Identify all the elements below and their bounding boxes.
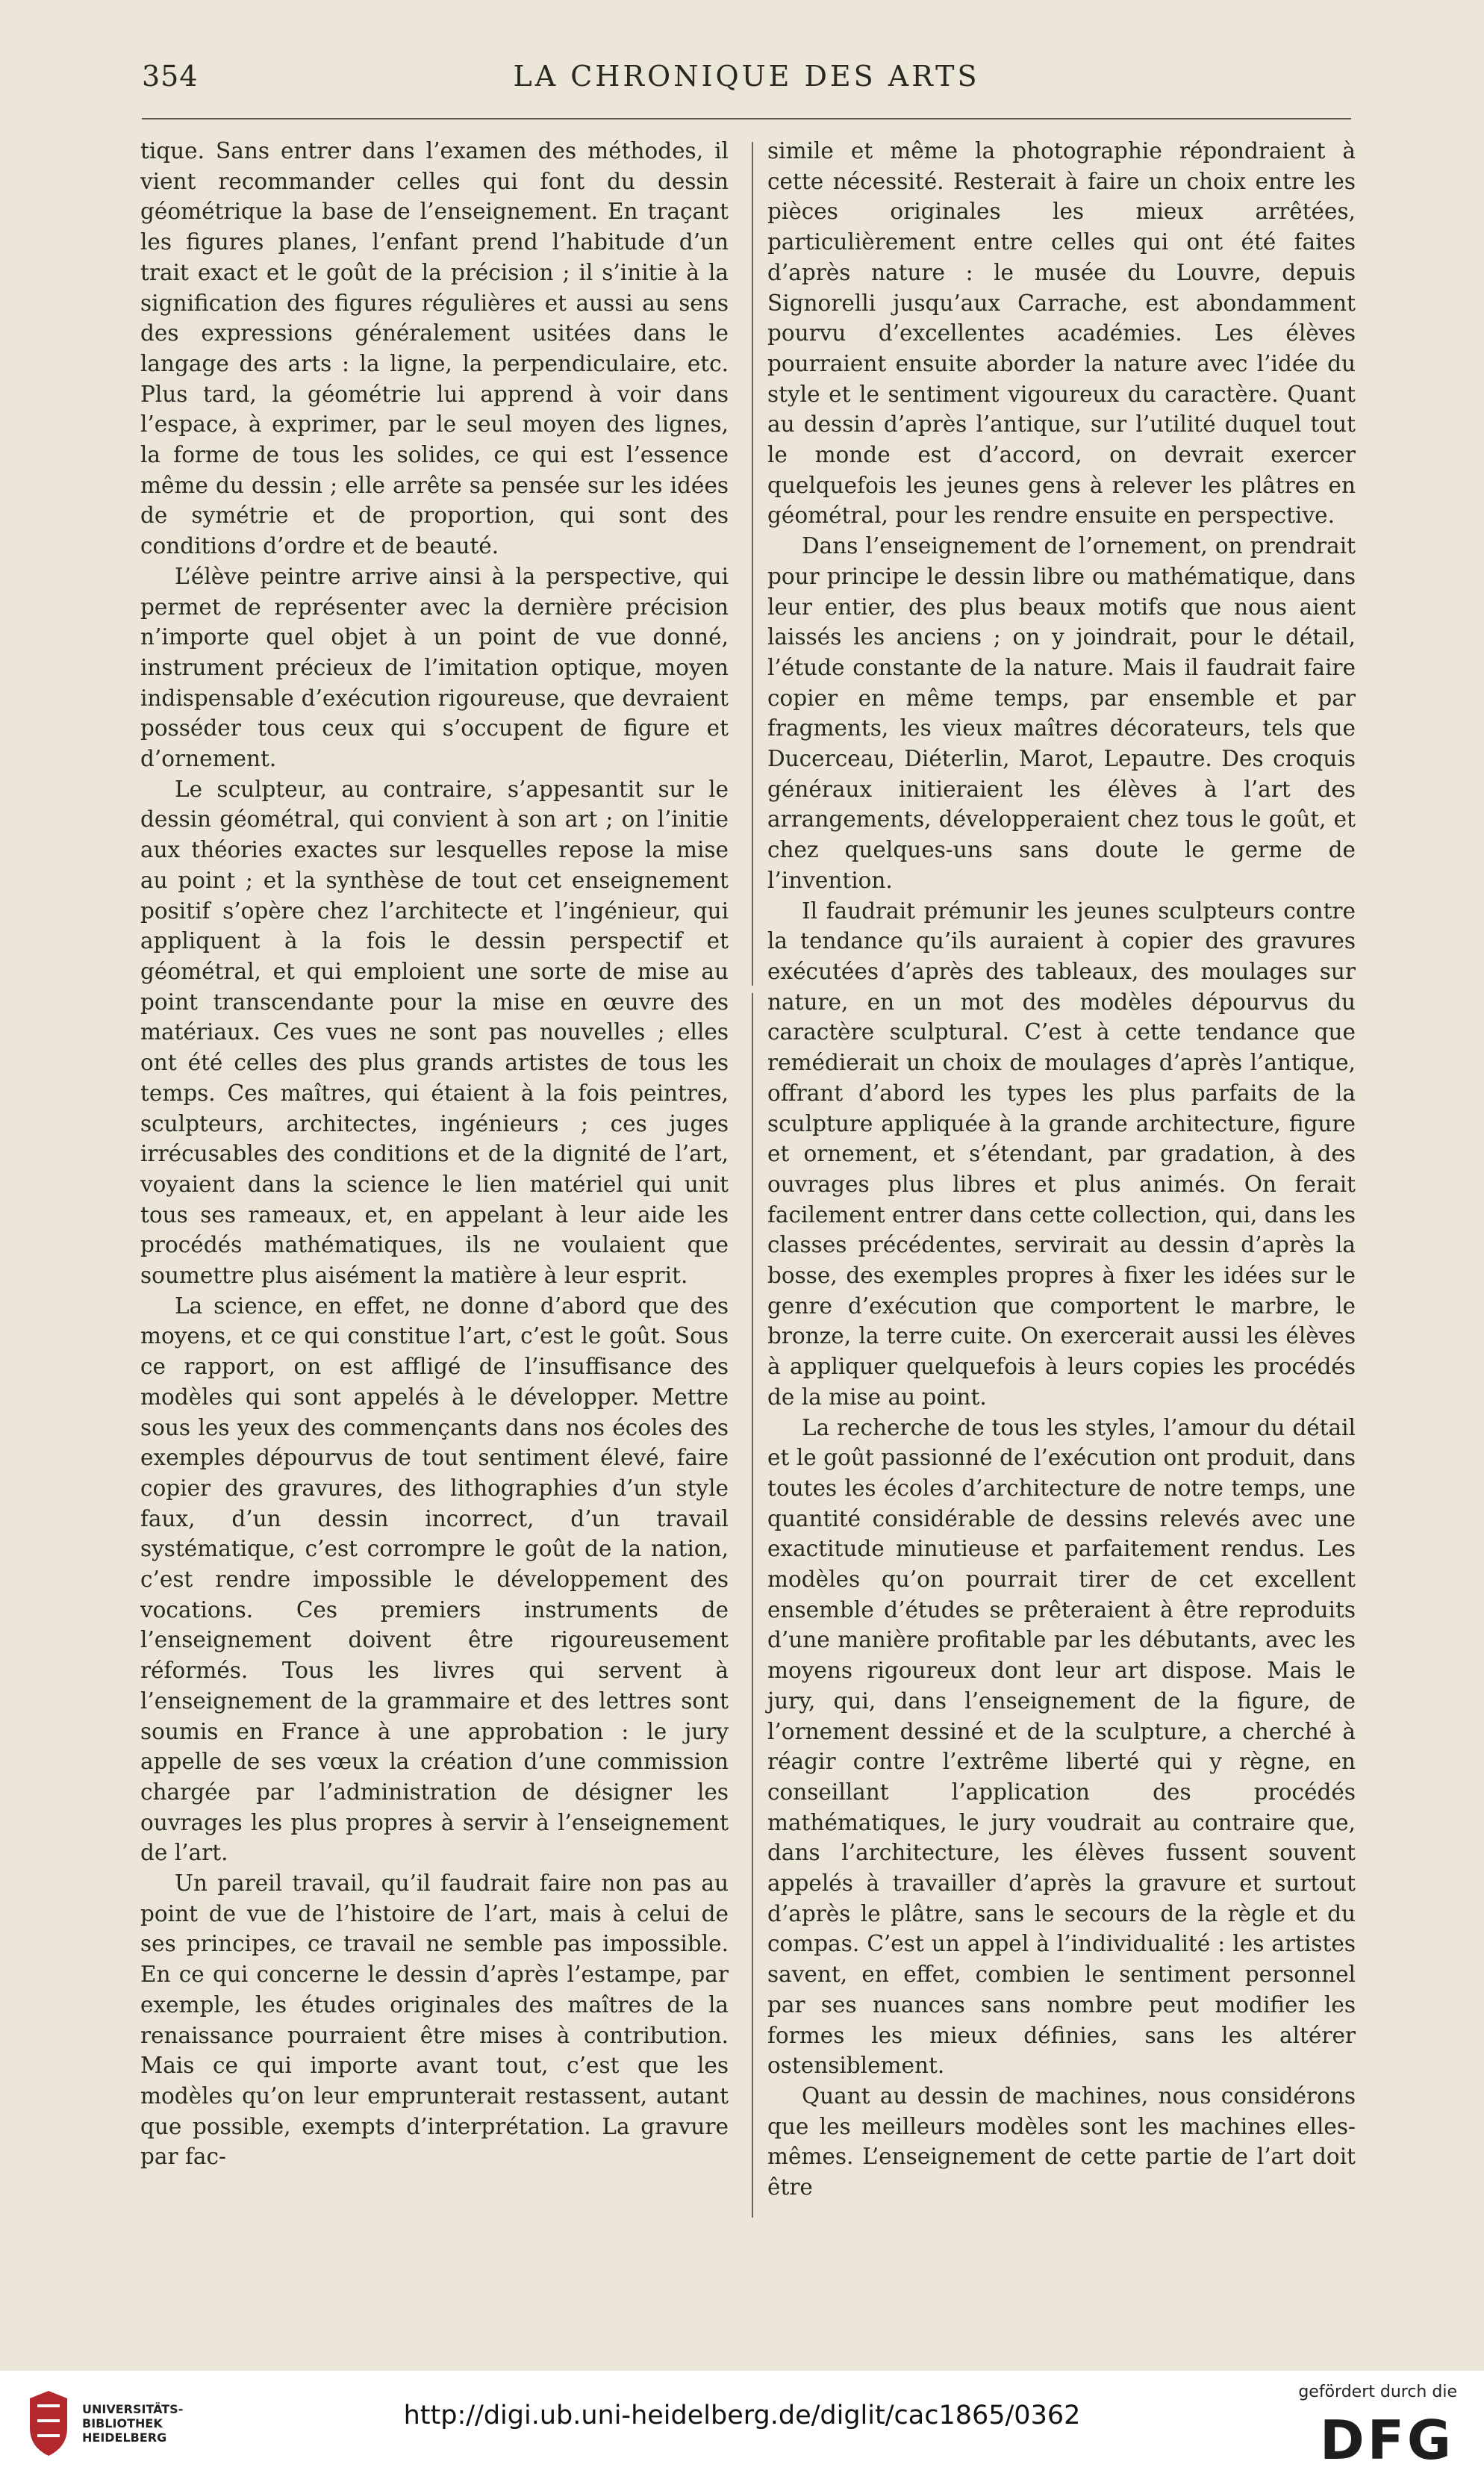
dfg-logo-text: DFG — [1319, 2410, 1455, 2469]
paragraph: La recherche de tous les styles, l’amour du détail et le goût passionné de l’exécution ont produit, dans toutes les écoles d’architecture de notre temps, une quantité considérable de dessins relevés avec une exactitude minutieuse et parfaitement rendus. Les modèles qu’on pourrait tirer de cet excellent ensemble d’études se prêteraient à être reproduits d’une manière profitable par les débutants, avec les moyens rigoureux dont leur art dispose. Mais le jury, qui, dans l’enseignement de la figure, de l’ornement dessiné et de la sculpture, a cherché à réagir contre l’extrême liberté qui y règne, en conseillant l’application des procédés mathématiques, le jury voudrait au contraire que, dans l’architecture, les élèves fussent souvent appelés à travailler d’après la gravure et surtout d’après le plâtre, sans le secours de la règle et du compas. C’est un appel à l’individualité : les artistes savent, en effet, combien le sentiment personnel par ses nuances sans nombre peut modifier les formes les mieux définies, sans les altérer ostensiblement. — [767, 1414, 1356, 2079]
column-divider — [752, 142, 753, 986]
paragraph: L’élève peintre arrive ainsi à la perspective, qui permet de représenter avec la dernière précision n’importe quel objet à un point de vue donné, instrument précieux de l’imitation optique, moyen indispensable d’exécution rigoureuse, que devraient posséder tous ceux qui s’occupent de figure et d’ornement. — [140, 563, 729, 772]
institution-name: UNIVERSITÄTS- BIBLIOTHEK HEIDELBERG — [82, 2402, 184, 2445]
paragraph: tique. Sans entrer dans l’examen des méthodes, il vient recommander celles qui font du dessin géométrique la base de l’enseignement. En traçant les figures planes, l’enfant prend l’habitude d’un trait exact et le goût de la précision ; il s’initie à la signification des figures régulières et aussi au sens des expressions généralement usitées dans le langage des arts : la ligne, la perpendiculaire, etc. Plus tard, la géométrie lui apprend à voir dans l’espace, à exprimer, par le seul moyen des lignes, la forme de tous les solides, ce qui est l’essence même du dessin ; elle arrête sa pensée sur les idées de symétrie et de proportion, qui sont des conditions d’ordre et de beauté. — [140, 138, 729, 559]
source-url-link[interactable]: http://digi.ub.uni-heidelberg.de/diglit/cac1865/0362 — [403, 2401, 1081, 2430]
dfg-logo-icon — [1312, 2410, 1462, 2469]
paragraph: Le sculpteur, au contraire, s’appesantit sur le dessin géométral, qui convient à son art ; on l’initie aux théories exactes sur lesquelles repose la mise au point ; et la synthèse de tout cet enseignement positif s’opère chez l’architecte et l’ingénieur, qui appliquent à la fois le dessin perspectif et géométral, et qui emploient une sorte de mise au point transcendante pour la mise en œuvre des matériaux. Ces vues ne sont pas nouvelles ; elles ont été celles des plus grands artistes de tous les temps. Ces maîtres, qui étaient à la fois peintres, sculpteurs, architectes, ingénieurs ; ces juges irrécusables des conditions et de la dignité de l’art, voyaient dans la science le lien matériel qui unit tous ses rameaux, et, en appelant à leur aide les procédés mathématiques, ils ne voulaient que soumettre plus aisément la matière à leur esprit. — [140, 776, 729, 1289]
page-header — [142, 60, 1351, 105]
paragraph: La science, en effet, ne donne d’abord que des moyens, et ce qui constitue l’art, c’est le goût. Sous ce rapport, on est affligé de l’insuffisance des modèles qui sont appelés à le développer. Mettre sous les yeux des commençants dans nos écoles des exemples dépourvus de tout sentiment élevé, faire copier des gravures, des lithographies d’un style faux, d’un dessin incorrect, d’un travail systématique, c’est corrompre le goût de la nation, c’est rendre impossible le développement des vocations. Ces premiers instruments de l’enseignement doivent être rigoureusement réformés. Tous les livres qui servent à l’enseignement de la grammaire et des lettres sont soumis en France à une approbation : le jury appelle de ses vœux la création d’une commission chargée par l’administration de désigner les ouvrages les plus propres à servir à l’enseignement de l’art. — [140, 1293, 729, 1866]
digitization-footer — [0, 2371, 1484, 2479]
paragraph: Un pareil travail, qu’il faudrait faire non pas au point de vue de l’histoire de l’art, mais à celui de ses principes, ce travail ne semble pas impossible. En ce qui concerne le dessin d’après l’estampe, par exemple, les études originales des maîtres de la renaissance pourraient être mises à contribution. Mais ce qui importe avant tout, c’est que les modèles qu’on leur emprunterait restassent, autant que possible, exempts d’interprétation. La gravure par fac- — [140, 1870, 729, 2170]
paragraph: simile et même la photographie répondraient à cette nécessité. Resterait à faire un choix entre les pièces originales les mieux arrêtées, particulièrement entre celles qui ont été faites d’après nature : le musée du Louvre, depuis Signorelli jusqu’aux Carrache, est abondamment pourvu d’excellentes académies. Les élèves pourraient ensuite aborder la nature avec l’idée du style et le sentiment vigoureux du caractère. Quant au dessin d’après l’antique, sur l’utilité duquel tout le monde est d’accord, on devrait exercer quelquefois les jeunes gens à relever les plâtres en géométral, pour les rendre ensuite en perspective. — [767, 138, 1356, 529]
paragraph: Quant au dessin de machines, nous considérons que les meilleurs modèles sont les machines elles-mêmes. L’enseignement de cette partie de l’art doit être — [767, 2083, 1356, 2200]
right-column — [767, 136, 1356, 2203]
page-number: 354 — [142, 60, 199, 93]
running-title: LA CHRONIQUE DES ARTS — [513, 60, 980, 93]
header-rule — [142, 118, 1351, 119]
column-divider — [752, 993, 753, 2218]
funded-by-label: gefördert durch die — [1298, 2383, 1457, 2401]
left-column — [140, 136, 729, 2172]
paragraph: Dans l’enseignement de l’ornement, on prendrait pour principe le dessin libre ou mathématique, dans leur entier, des plus beaux motifs que nous aient laissés les anciens ; on y joindrait, pour le détail, l’étude constante de la nature. Mais il faudrait faire copier en même temps, par ensemble et par fragments, les vieux maîtres décorateurs, tels que Ducerceau, Diéterlin, Marot, Lepautre. Des croquis généraux initieraient les élèves à l’art des arrangements, développeraient chez tous le goût, et chez quelques-uns sans doute le germe de l’invention. — [767, 533, 1356, 893]
paragraph: Il faudrait prémunir les jeunes sculpteurs contre la tendance qu’ils auraient à copier des gravures exécutées d’après des tableaux, des moulages sur nature, en un mot des modèles dépourvus du caractère sculptural. C’est à cette tendance que remédierait un choix de moulages d’après l’antique, offrant d’abord les types les plus parfaits de la sculpture appliquée à la grande architecture, figure et ornement, et s’étendant, par gradation, à des ouvrages plus libres et plus animés. On ferait facilement entrer dans cette collection, qui, dans les classes précédentes, servirait au dessin d’après la bosse, des exemples propres à fixer les idées sur le genre d’exécution que comportent le marbre, le bronze, la terre cuite. On exercerait aussi les élèves à appliquer quelquefois à leurs copies les procédés de la mise au point. — [767, 898, 1356, 1410]
